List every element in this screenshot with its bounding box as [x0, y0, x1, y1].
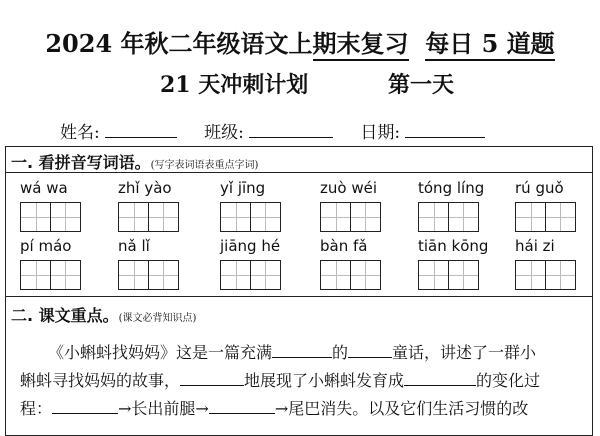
title-underlined: 期末复习: [313, 29, 409, 61]
word-wawa: [20, 178, 79, 232]
writing-box[interactable]: [418, 202, 449, 232]
text-segment: 地展现了小蝌蚪发育成: [244, 371, 405, 390]
writing-grid: [418, 260, 488, 290]
writing-grid: [118, 202, 177, 232]
name-blank[interactable]: [105, 123, 177, 138]
text-segment: 的变化过: [476, 371, 541, 390]
word-tiankong: [418, 236, 488, 290]
pinyin-label: nǎ lǐ: [118, 237, 150, 255]
fill-blank[interactable]: [348, 343, 392, 358]
date-blank[interactable]: [405, 123, 485, 138]
paragraph-line-2: [20, 368, 540, 391]
writing-grid: [418, 202, 484, 232]
word-yijing: [220, 178, 279, 232]
writing-grid: [118, 260, 177, 290]
writing-box[interactable]: [20, 260, 51, 290]
word-nali: [118, 236, 177, 290]
writing-grid: [320, 260, 379, 290]
pinyin-label: zuò wéi: [320, 179, 377, 197]
text-segment: →长出前腿→: [118, 399, 209, 418]
word-haizi: [515, 236, 574, 290]
fill-blank[interactable]: [209, 399, 275, 414]
name-label: 姓名:: [60, 123, 100, 143]
section2-note: (课文必背知识点): [118, 313, 197, 324]
pinyin-label: yǐ jīng: [220, 179, 266, 197]
word-zuowei: [320, 178, 379, 232]
paragraph-line-3: [20, 396, 528, 419]
writing-box[interactable]: [350, 260, 381, 290]
writing-box[interactable]: [448, 202, 479, 232]
text-segment: →尾巴消失。以及它们生活习惯的改: [274, 399, 529, 418]
writing-box[interactable]: [515, 202, 546, 232]
text-segment: 童话，讲述了一群小: [392, 343, 537, 362]
writing-box[interactable]: [250, 202, 281, 232]
page-title: [0, 24, 600, 59]
pinyin-label: jiāng hé: [220, 237, 281, 255]
writing-box[interactable]: [220, 260, 251, 290]
text-segment: 蝌蚪寻找妈妈的故事，: [20, 371, 181, 390]
class-label: 班级:: [204, 123, 244, 143]
text-segment: 《小蝌蚪找妈妈》这是一篇充满: [48, 343, 273, 362]
writing-box[interactable]: [350, 202, 381, 232]
fill-blank[interactable]: [404, 371, 476, 386]
pinyin-label: hái zi: [515, 237, 555, 255]
word-pimao: [20, 236, 79, 290]
writing-box[interactable]: [118, 202, 149, 232]
writing-box[interactable]: [50, 260, 81, 290]
writing-box[interactable]: [148, 260, 179, 290]
exercise-frame: [5, 146, 593, 436]
date-label: 日期:: [360, 123, 401, 143]
paragraph-line-1: [48, 340, 536, 363]
writing-grid: [220, 202, 279, 232]
plan-title: 21 天冲刺计划: [160, 72, 309, 98]
writing-box[interactable]: [418, 260, 449, 290]
student-info-row: [60, 118, 600, 143]
writing-box[interactable]: [545, 260, 576, 290]
section1-note: (写字表词语表重点字词): [150, 160, 259, 171]
fill-blank[interactable]: [180, 371, 244, 386]
writing-box[interactable]: [220, 202, 251, 232]
title-tail: 每日 5 道题: [425, 29, 554, 61]
pinyin-label: tiān kōng: [418, 237, 489, 255]
class-blank[interactable]: [249, 123, 333, 138]
text-segment: 程：: [20, 399, 53, 418]
writing-box[interactable]: [250, 260, 281, 290]
fill-blank[interactable]: [52, 399, 118, 414]
pinyin-label: zhǐ yào: [118, 179, 172, 197]
pinyin-label: pí máo: [20, 237, 72, 255]
writing-box[interactable]: [118, 260, 149, 290]
pinyin-label: wá wa: [20, 179, 68, 197]
word-tongling: [418, 178, 484, 232]
writing-box[interactable]: [448, 260, 479, 290]
pinyin-label: rú guǒ: [515, 179, 564, 197]
section2-heading-text: 二. 课文重点。: [11, 306, 119, 325]
section1-divider: [5, 172, 593, 173]
text-segment: 的: [332, 343, 349, 362]
word-ruguo: [515, 178, 574, 232]
section1-heading: [11, 150, 258, 173]
word-zhiyao: [118, 178, 177, 232]
writing-grid: [220, 260, 280, 290]
pinyin-label: bàn fǎ: [320, 237, 368, 255]
section2-heading: [11, 303, 196, 326]
writing-box[interactable]: [20, 202, 51, 232]
writing-grid: [320, 202, 379, 232]
section2-divider: [5, 296, 593, 297]
word-jianghe: [220, 236, 280, 290]
day-title: 第一天: [388, 72, 455, 98]
writing-grid: [515, 260, 574, 290]
writing-box[interactable]: [148, 202, 179, 232]
writing-box[interactable]: [320, 202, 351, 232]
section1-heading-text: 一. 看拼音写词语。: [11, 153, 151, 172]
pinyin-label: tóng líng: [418, 179, 485, 197]
writing-grid: [20, 260, 79, 290]
fill-blank[interactable]: [272, 343, 332, 358]
writing-box[interactable]: [515, 260, 546, 290]
writing-box[interactable]: [50, 202, 81, 232]
writing-grid: [515, 202, 574, 232]
title-main: 2024 年秋二年级语文上: [45, 29, 313, 58]
word-banfa: [320, 236, 379, 290]
writing-grid: [20, 202, 79, 232]
writing-box[interactable]: [545, 202, 576, 232]
writing-box[interactable]: [320, 260, 351, 290]
